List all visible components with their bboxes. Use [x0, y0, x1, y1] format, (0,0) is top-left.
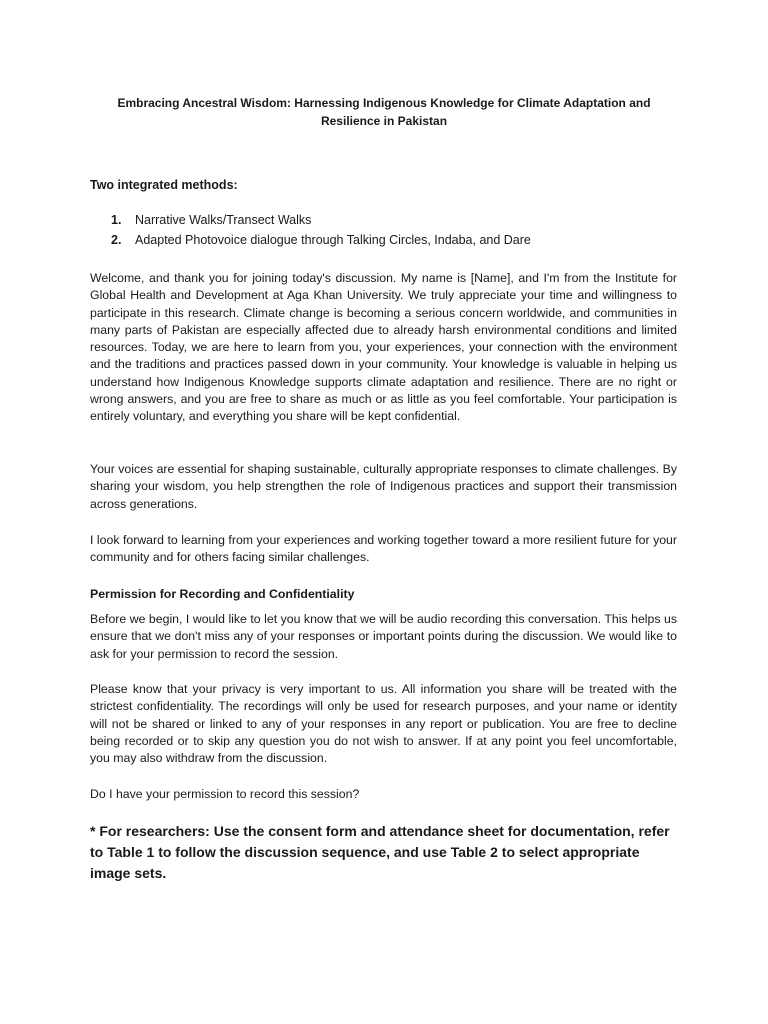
list-item-number: 1. — [111, 213, 122, 227]
list-item — [90, 211, 690, 231]
recording-paragraph: Before we begin, I would like to let you know that we will be audio recording this conversation. This helps us ensure that we don't miss any of your responses or important points during the discussion. We would like to ask for your permission to record the session. — [90, 612, 677, 661]
permission-question: Do I have your permission to record this session? — [90, 787, 360, 801]
list-item-text: Adapted Photovoice dialogue through Talking Circles, Indaba, and Dare — [135, 233, 531, 247]
privacy-paragraph: Please know that your privacy is very important to us. All information you share will be treated with the strictest confidentiality. The recordings will only be used for research purposes, and your name or identity will not be shared or linked to any of your responses in any report or publication. You are free to decline being recorded or to skip any question you do not wish to answer. If at any point you feel uncomfortable, you may also withdraw from the discussion. — [90, 682, 677, 766]
methods-list — [90, 211, 690, 251]
list-item-text: Narrative Walks/Transect Walks — [135, 213, 312, 227]
voices-paragraph: Your voices are essential for shaping sustainable, culturally appropriate responses to climate challenges. By sharing your wisdom, you help strengthen the role of Indigenous practices and support their transmission across generations. — [90, 462, 677, 511]
list-item — [90, 231, 690, 251]
welcome-paragraph: Welcome, and thank you for joining today's discussion. My name is [Name], and I'm from the Institute for Global Health and Development at Aga Khan University. We truly appreciate your time and willingness to participate in this research. Climate change is becoming a serious concern worldwide, and communities in many parts of Pakistan are especially affected due to already harsh environmental conditions and limited resources. Today, we are here to learn from you, your experiences, your connection with the environment and the traditions and practices passed down in your community. Your knowledge is valuable in helping us understand how Indigenous Knowledge supports climate adaptation and resilience. There are no right or wrong answers, and you are free to share as much or as little as you feel comfortable. Your participation is entirely voluntary, and everything you share will be kept confidential. — [90, 271, 677, 424]
methods-heading: Two integrated methods: — [90, 178, 238, 192]
researcher-note: * For researchers: Use the consent form and attendance sheet for documentation, refer to Table 1 to follow the discussion sequence, and use Table 2 to select appropriate image sets. — [90, 823, 670, 881]
closing-paragraph: I look forward to learning from your experiences and working together toward a more resilient future for your community and for others facing similar challenges. — [90, 533, 677, 565]
list-item-number: 2. — [111, 233, 122, 247]
permission-heading: Permission for Recording and Confidentiality — [90, 587, 355, 601]
document-title: Embracing Ancestral Wisdom: Harnessing Indigenous Knowledge for Climate Adaptation and Resilience in Pakistan — [117, 96, 651, 128]
